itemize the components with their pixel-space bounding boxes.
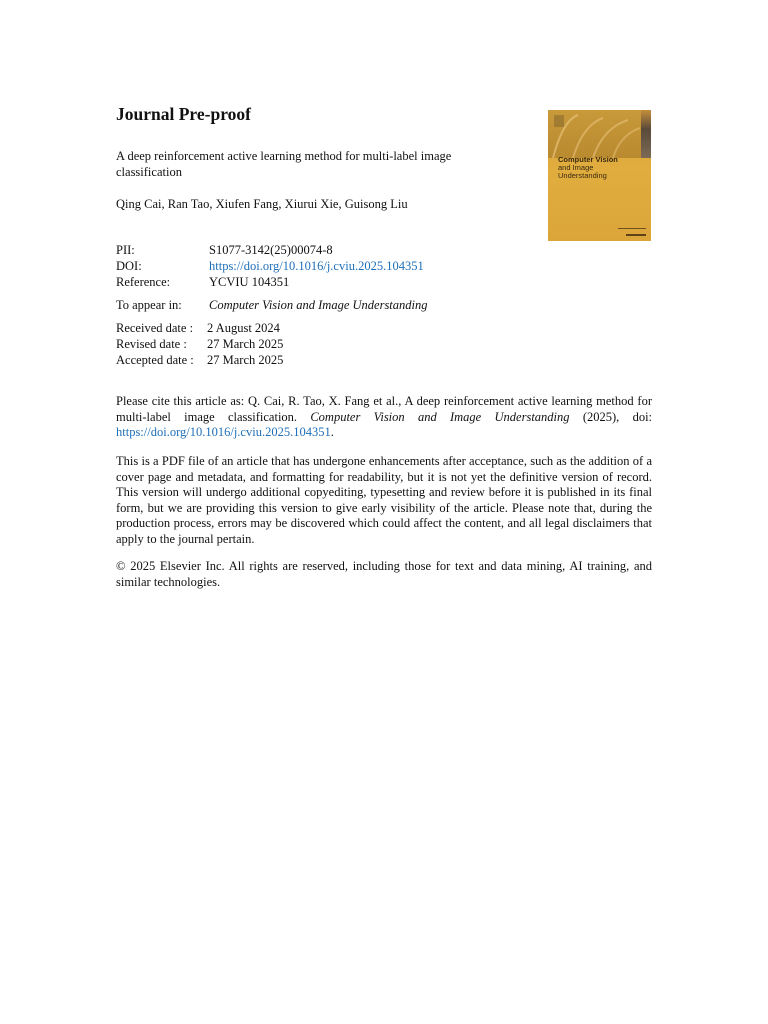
accepted-label: Accepted date : [116, 353, 194, 367]
cover-photo [548, 110, 641, 158]
appear-label: To appear in: [116, 298, 182, 312]
revised-label: Revised date : [116, 337, 187, 351]
journal-cover-image [548, 110, 651, 241]
citation-doi-link[interactable]: https://doi.org/10.1016/j.cviu.2025.104351 [116, 425, 331, 440]
cover-journal-name [558, 156, 648, 180]
cover-footer-mark [626, 234, 646, 236]
copyright-paragraph: © 2025 Elsevier Inc. All rights are reserved, including those for text and data mining, AI training, and similar technologies. [116, 559, 652, 589]
citation-end: . [330, 425, 334, 440]
appear-in-block [116, 297, 652, 313]
doi-link[interactable]: https://doi.org/10.1016/j.cviu.2025.104351 [209, 259, 424, 273]
received-label: Received date : [116, 321, 194, 335]
citation-year: (2025), [582, 409, 620, 424]
page-title: Journal Pre-proof [116, 104, 251, 124]
citation-paragraph [116, 394, 652, 441]
doi-label: DOI: [116, 259, 142, 273]
reference-label: Reference: [116, 275, 171, 289]
pii-value: S1077-3142(25)00074-8 [209, 243, 333, 257]
authors: Qing Cai, Ran Tao, Xiufen Fang, Xiurui Xie, Guisong Liu [116, 197, 408, 211]
cover-journal-line3: Understanding [558, 171, 607, 180]
cover-journal-line1: Computer Vision [558, 155, 618, 164]
cover-side-strip [641, 110, 651, 158]
appear-value: Computer Vision and Image Understanding [209, 298, 428, 312]
notice-paragraph: This is a PDF file of an article that has undergone enhancements after acceptance, such as the addition of a cover page and metadata, and formatting for readability, but it is not yet the definitive version of record. This version will undergo additional copyediting, typesetting and review before it is published in its final form, but we are providing this version to give early visibility of the article. Please note that, during the production process, errors may be discovered which could affect the content, and all legal disclaimers that apply to the journal pertain. [116, 454, 652, 546]
cover-pattern-icon [548, 110, 641, 158]
citation-doi-prefix: doi: [632, 409, 653, 424]
accepted-value: 27 March 2025 [207, 353, 284, 367]
article-title: A deep reinforcement active learning method for multi-label image classification [116, 149, 452, 179]
received-value: 2 August 2024 [207, 321, 280, 335]
dates-block [116, 320, 652, 368]
cover-journal-line2: and Image [558, 163, 594, 172]
citation-prefix: Please cite this article as: Q. Cai, R. Tao, X. Fang et al., A deep reinforcement active learning method for multi-label image classification. [116, 394, 652, 424]
reference-value: YCVIU 104351 [209, 275, 290, 289]
cover-footer-rule [618, 228, 646, 232]
metadata-block [116, 242, 652, 290]
citation-journal: Computer Vision and Image Understanding [310, 409, 570, 424]
revised-value: 27 March 2025 [207, 337, 284, 351]
pii-label: PII: [116, 243, 135, 257]
